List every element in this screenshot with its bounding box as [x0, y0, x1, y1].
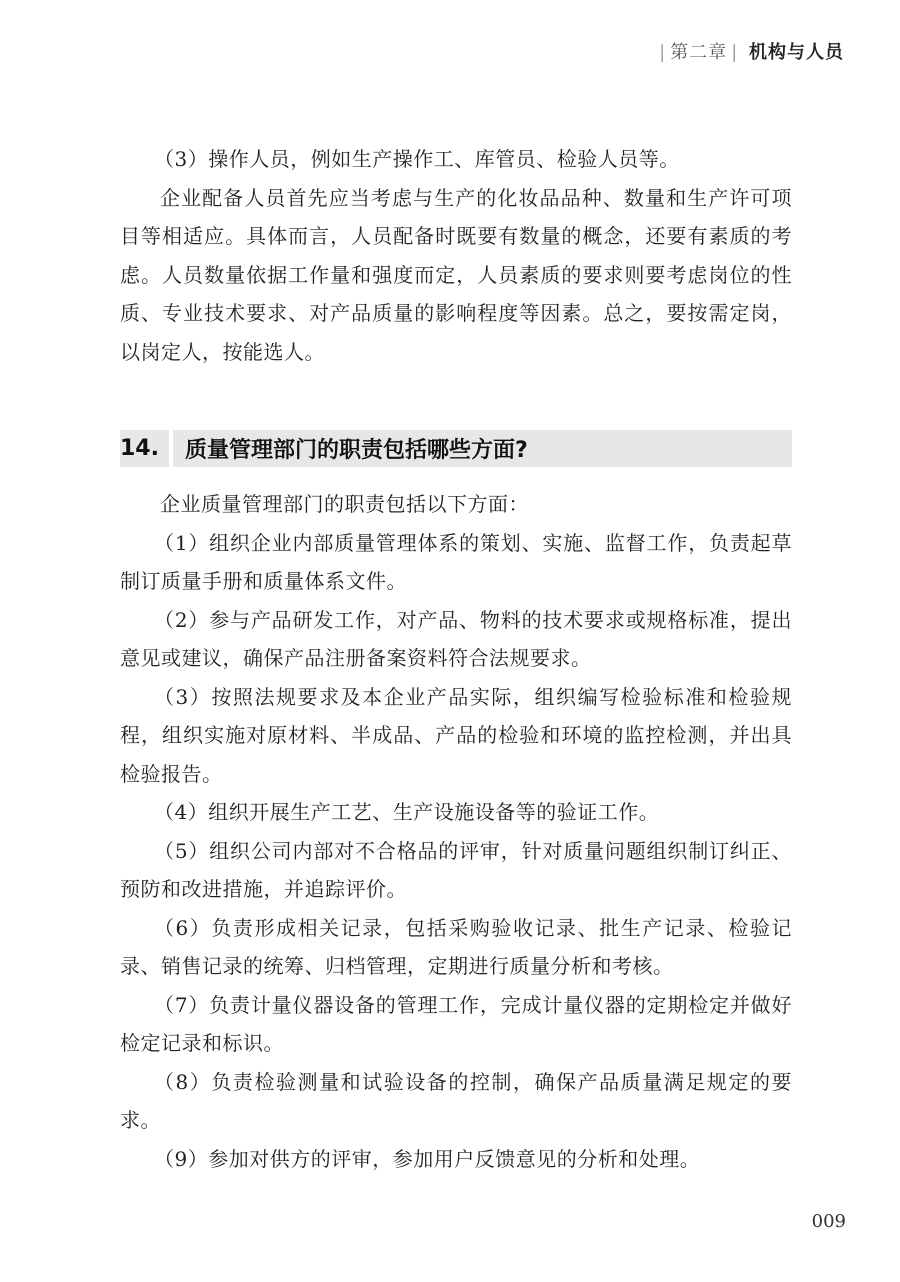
- section-number: 14.: [120, 436, 159, 461]
- paragraph: 企业质量管理部门的职责包括以下方面：: [160, 492, 529, 516]
- list-item: （9）参加对供方的评审，参加用户反馈意见的分析和处理。: [154, 1146, 701, 1171]
- heading-divider: [169, 430, 173, 467]
- header-chapter: 第二章: [670, 42, 728, 63]
- list-item: （5）组织公司内部对不合格品的评审，针对质量问题组织制订纠正、预防和改进措施，并追踪评价。: [120, 838, 792, 901]
- header-separator: |: [659, 42, 667, 63]
- paragraph: （3）操作人员，例如生产操作工、库管员、检验人员等。: [154, 147, 680, 171]
- section-title: 质量管理部门的职责包括哪些方面?: [184, 438, 528, 463]
- header-separator: |: [731, 42, 739, 63]
- header-title: 机构与人员: [749, 42, 844, 63]
- list-item: （4）组织开展生产工艺、生产设施设备等的验证工作。: [154, 800, 660, 824]
- list-item: （8）负责检验测量和试验设备的控制，确保产品质量满足规定的要求。: [120, 1069, 792, 1132]
- running-header: [655, 38, 844, 64]
- section-heading: [120, 430, 792, 467]
- list-item: （6）负责形成相关记录，包括采购验收记录、批生产记录、检验记录、销售记录的统筹、归档管理，定期进行质量分析和考核。: [120, 915, 792, 978]
- list-item: （7）负责计量仪器设备的管理工作，完成计量仪器的定期检定并做好检定记录和标识。: [120, 992, 792, 1055]
- paragraph: 企业配备人员首先应当考虑与生产的化妆品品种、数量和生产许可项目等相适应。具体而言，人员配备时既要有数量的概念，还要有素质的考虑。人员数量依据工作量和强度而定，人员素质的要求则要考虑岗位的性质、专业技术要求、对产品质量的影响程度等因素。总之，要按需定岗，以岗定人，按能选人。: [120, 185, 792, 364]
- top-text-block: [120, 140, 792, 371]
- list-item: （3）按照法规要求及本企业产品实际，组织编写检验标准和检验规程，组织实施对原材料、半成品、产品的检验和环境的监控检测，并出具检验报告。: [120, 684, 792, 786]
- list-item: （2）参与产品研发工作，对产品、物料的技术要求或规格标准，提出意见或建议，确保产品注册备案资料符合法规要求。: [120, 607, 792, 670]
- section-body: [120, 485, 792, 1178]
- list-item: （1）组织企业内部质量管理体系的策划、实施、监督工作，负责起草制订质量手册和质量体系文件。: [120, 530, 792, 593]
- page-number: 009: [811, 1211, 846, 1232]
